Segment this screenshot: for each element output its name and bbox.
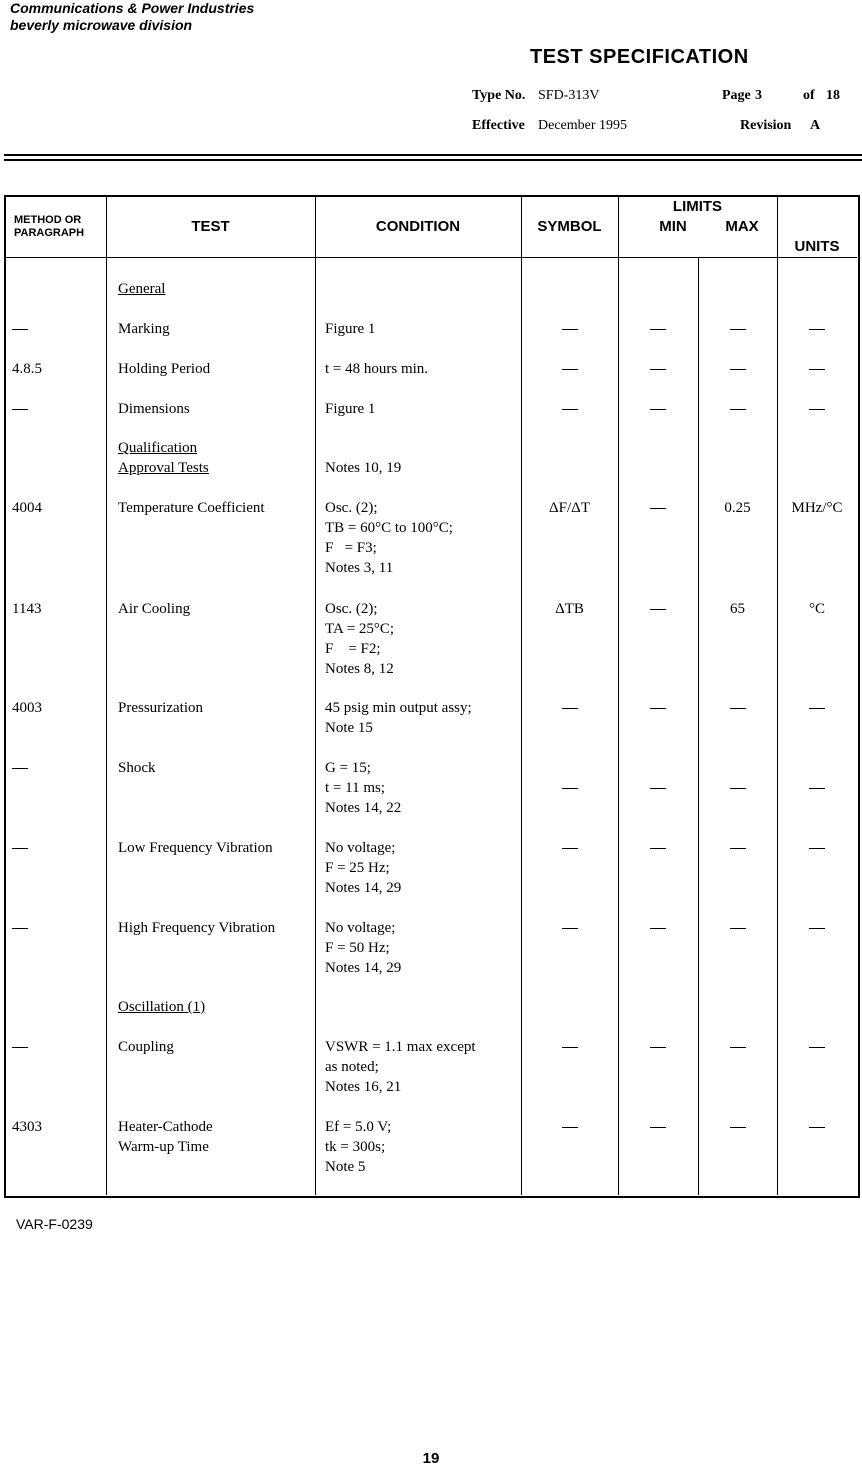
cell-method: 1143 (12, 601, 42, 617)
cell-method-empty-dash (12, 319, 102, 339)
dash-mark (562, 1047, 578, 1048)
cell-method-empty-dash (12, 1037, 102, 1057)
cell-test: Dimensions (118, 401, 190, 417)
cell-test: Pressurization (118, 700, 203, 716)
cell-units-empty-dash (777, 319, 857, 339)
cell-min-empty-dash (618, 1037, 698, 1057)
cell-max-empty-dash (698, 359, 777, 379)
dash-mark (562, 329, 578, 330)
dash-mark (730, 928, 746, 929)
cell-method-empty-dash (12, 399, 102, 419)
dash-mark (562, 369, 578, 370)
section-qualification: Qualification (118, 440, 198, 456)
header-units: UNITS (794, 238, 840, 255)
header-divider (5, 257, 857, 258)
cell-method: 4004 (12, 500, 42, 516)
cell-units-empty-dash (777, 359, 857, 379)
header-test: TEST (191, 218, 230, 235)
dash-mark (650, 609, 666, 610)
cell-condition: Figure 1 (325, 321, 376, 337)
document-title: TEST SPECIFICATION (530, 46, 749, 68)
effective-label: Effective (472, 118, 525, 133)
dash-mark (730, 788, 746, 789)
dash-mark (650, 1047, 666, 1048)
cell-max-empty-dash (698, 918, 777, 938)
cell-test: Air Cooling (118, 601, 191, 617)
dash-mark (12, 768, 28, 769)
cell-min-empty-dash (618, 778, 698, 798)
form-code: VAR-F-0239 (16, 1216, 93, 1232)
dash-mark (12, 409, 28, 410)
dash-mark (809, 329, 825, 330)
cell-method-empty-dash (12, 838, 102, 858)
cell-condition: No voltage; F = 25 Hz; Notes 14, 29 (325, 840, 402, 896)
cell-method-empty-dash (12, 758, 102, 778)
dash-mark (12, 928, 28, 929)
dash-mark (562, 708, 578, 709)
cell-max-empty-dash (698, 1117, 777, 1137)
header-symbol: SYMBOL (537, 218, 602, 235)
cell-symbol: ΔF/ΔT (549, 500, 590, 516)
effective-value: December 1995 (538, 118, 628, 133)
header-min: MIN (659, 218, 687, 235)
cell-symbol-empty-dash (521, 1037, 618, 1057)
dash-mark (730, 1127, 746, 1128)
page-label: Page (722, 88, 751, 103)
header-paragraph: PARAGRAPH (14, 227, 85, 239)
cell-test: Marking (118, 321, 170, 337)
dash-mark (650, 409, 666, 410)
section-approval-tests: Approval Tests (118, 460, 209, 476)
col-divider (106, 196, 107, 1195)
cell-condition: Osc. (2); TA = 25°C; F = F2; Notes 8, 12 (325, 601, 395, 677)
cell-symbol-empty-dash (521, 319, 618, 339)
cell-units-empty-dash (777, 918, 857, 938)
dash-mark (650, 369, 666, 370)
cell-condition: Ef = 5.0 V; tk = 300s; Note 5 (325, 1119, 392, 1175)
cell-test: Coupling (118, 1039, 174, 1055)
dash-mark (562, 928, 578, 929)
cell-units-empty-dash (777, 838, 857, 858)
dash-mark (809, 788, 825, 789)
dash-mark (562, 788, 578, 789)
cell-max-empty-dash (698, 838, 777, 858)
header-method: METHOD OR (14, 214, 82, 226)
cell-max-empty-dash (698, 319, 777, 339)
page-number: 19 (422, 1450, 440, 1467)
type-label: Type No. (472, 88, 526, 103)
dash-mark (730, 708, 746, 709)
cell-test: Low Frequency Vibration (118, 840, 273, 856)
dash-mark (650, 928, 666, 929)
dash-mark (809, 1047, 825, 1048)
cell-max-empty-dash (698, 778, 777, 798)
col-divider (315, 196, 316, 1195)
type-value: SFD-313V (538, 88, 600, 103)
dash-mark (12, 848, 28, 849)
cell-symbol-empty-dash (521, 838, 618, 858)
cell-max: 65 (730, 601, 745, 617)
cell-symbol-empty-dash (521, 1117, 618, 1137)
cell-test: High Frequency Vibration (118, 920, 276, 936)
cell-min-empty-dash (618, 918, 698, 938)
dash-mark (809, 708, 825, 709)
cell-max-empty-dash (698, 698, 777, 718)
cell-units-empty-dash (777, 698, 857, 718)
cell-min-empty-dash (618, 838, 698, 858)
cell-units-empty-dash (777, 1037, 857, 1057)
cell-max-empty-dash (698, 399, 777, 419)
dash-mark (650, 329, 666, 330)
header-rule-bottom (4, 159, 862, 161)
cell-test: Holding Period (118, 361, 211, 377)
cell-units-empty-dash (777, 1117, 857, 1137)
dash-mark (12, 1047, 28, 1048)
dash-mark (562, 1127, 578, 1128)
page-total: 18 (826, 88, 840, 103)
revision-value: A (810, 118, 821, 133)
dash-mark (730, 369, 746, 370)
header-limits: LIMITS (672, 198, 723, 215)
cell-method: 4003 (12, 700, 42, 716)
cell-max-empty-dash (698, 1037, 777, 1057)
dash-mark (650, 788, 666, 789)
dash-mark (650, 1127, 666, 1128)
dash-mark (730, 848, 746, 849)
cell-min-empty-dash (618, 359, 698, 379)
cell-symbol-empty-dash (521, 359, 618, 379)
cell-condition: t = 48 hours min. (325, 361, 429, 377)
header-condition: CONDITION (375, 218, 461, 235)
cell-min-empty-dash (618, 319, 698, 339)
dash-mark (650, 708, 666, 709)
dash-mark (730, 1047, 746, 1048)
cell-test: Heater-Cathode Warm-up Time (118, 1119, 213, 1155)
dash-mark (562, 409, 578, 410)
dash-mark (809, 848, 825, 849)
dash-mark (809, 409, 825, 410)
section-oscillation: Oscillation (1) (118, 999, 206, 1015)
cell-symbol: ΔTB (555, 601, 584, 617)
page-value: 3 (755, 88, 762, 103)
cell-symbol-empty-dash (521, 698, 618, 718)
dash-mark (562, 848, 578, 849)
cell-min-empty-dash (618, 498, 698, 518)
cell-condition: VSWR = 1.1 max except as noted; Notes 16, 21 (325, 1039, 476, 1095)
company-name: Communications & Power Industries (10, 0, 255, 16)
cell-units-empty-dash (777, 399, 857, 419)
cell-min-empty-dash (618, 1117, 698, 1137)
header-max: MAX (725, 218, 759, 235)
cell-units: MHz/°C (791, 500, 843, 516)
cell-condition: Osc. (2); TB = 60°C to 100°C; F = F3; Notes 3, 11 (325, 500, 453, 576)
cell-test: Temperature Coefficient (118, 500, 265, 516)
cell-symbol-empty-dash (521, 778, 618, 798)
cell-condition: G = 15; t = 11 ms; Notes 14, 22 (325, 760, 402, 816)
cell-symbol-empty-dash (521, 918, 618, 938)
cell-min-empty-dash (618, 399, 698, 419)
cell-condition: Figure 1 (325, 401, 376, 417)
cell-units: °C (808, 601, 825, 617)
cell-max: 0.25 (724, 500, 751, 516)
header-rule-top (4, 154, 862, 156)
cell-method: 4303 (12, 1119, 42, 1135)
dash-mark (650, 508, 666, 509)
dash-mark (12, 329, 28, 330)
dash-mark (809, 1127, 825, 1128)
page-of-label: of (803, 88, 815, 103)
cell-method-empty-dash (12, 918, 102, 938)
dash-mark (730, 329, 746, 330)
dash-mark (730, 409, 746, 410)
section-qualification-notes: Notes 10, 19 (325, 460, 402, 476)
section-general: General (118, 281, 166, 297)
cell-method: 4.8.5 (12, 361, 42, 377)
cell-units-empty-dash (777, 778, 857, 798)
dash-mark (650, 848, 666, 849)
cell-test: Shock (118, 760, 156, 776)
dash-mark (809, 369, 825, 370)
cell-min-empty-dash (618, 599, 698, 619)
cell-symbol-empty-dash (521, 399, 618, 419)
cell-condition: 45 psig min output assy; Note 15 (325, 700, 472, 736)
division-name: beverly microwave division (10, 17, 193, 33)
revision-label: Revision (740, 118, 792, 133)
dash-mark (809, 928, 825, 929)
cell-min-empty-dash (618, 698, 698, 718)
cell-condition: No voltage; F = 50 Hz; Notes 14, 29 (325, 920, 402, 976)
